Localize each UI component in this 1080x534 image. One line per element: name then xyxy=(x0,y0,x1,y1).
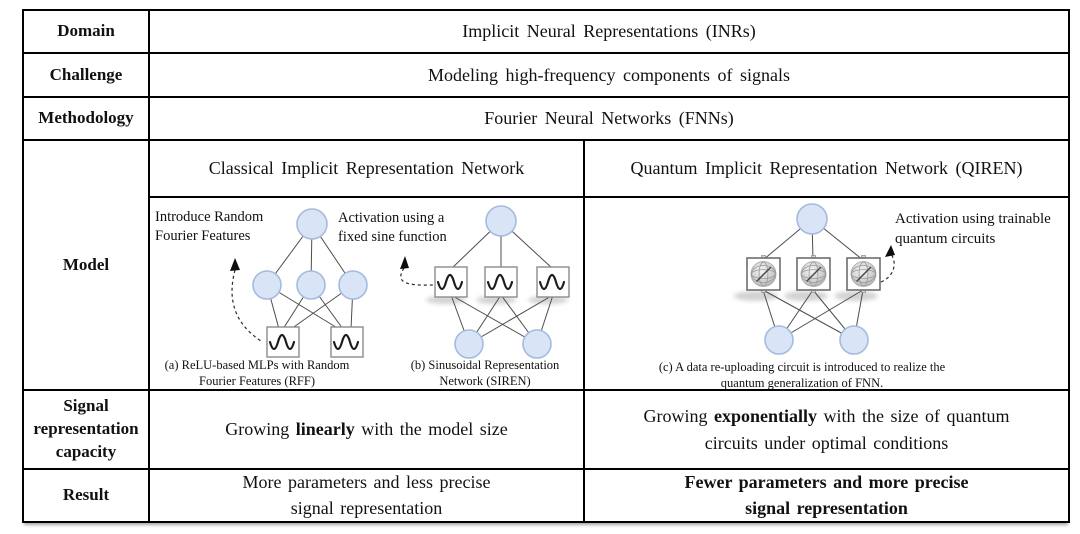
neuron-node xyxy=(486,206,516,236)
methodology-value: Fourier Neural Networks (FNNs) xyxy=(149,97,1069,140)
capacity-quantum-text xyxy=(627,403,1027,455)
capacity-classical-bold: linearly xyxy=(295,419,355,440)
result-quantum-cell: Fewer parameters and more precise signal representation xyxy=(584,469,1069,522)
sine-activation-box xyxy=(537,267,569,297)
sine-activation-box xyxy=(331,327,363,357)
qiren-annotation: Activation using trainable quantum circuits xyxy=(895,211,1051,247)
capacity-classical-pre: Growing xyxy=(225,419,296,440)
dashed-annotation-arrow xyxy=(881,245,895,282)
capacity-classical-text xyxy=(167,416,567,442)
neuron-node xyxy=(840,326,868,354)
row-label-challenge: Challenge xyxy=(23,53,149,97)
siren-caption: (b) Sinusoidal Representation Network (SIREN) xyxy=(410,358,560,388)
domain-value: Implicit Neural Representations (INRs) xyxy=(149,10,1069,53)
result-classical-cell: More parameters and less precise signal representation xyxy=(149,469,584,522)
quantum-circuit-box xyxy=(797,256,830,293)
quantum-model-cell xyxy=(584,197,1069,390)
sine-activation-box xyxy=(435,267,467,297)
neuron-node xyxy=(523,330,551,358)
row-label-methodology: Methodology xyxy=(23,97,149,140)
rff-annotation: Introduce Random Fourier Features xyxy=(155,209,264,245)
classical-column-header: Classical Implicit Representation Network xyxy=(149,140,584,197)
dashed-annotation-arrow xyxy=(230,258,261,341)
rff-caption: (a) ReLU-based MLPs with Random Fourier Features (RFF) xyxy=(164,358,350,388)
dashed-annotation-arrow xyxy=(400,256,433,285)
neuron-node xyxy=(297,209,327,239)
sine-activation-box xyxy=(267,327,299,357)
siren-annotation: Activation using a fixed sine function xyxy=(338,210,447,246)
neuron-node xyxy=(797,204,827,234)
neuron-node xyxy=(765,326,793,354)
qiren-caption: (c) A data re-uploading circuit is introduced to realize the quantum generalization of FNN. xyxy=(658,360,946,390)
row-label-model: Model xyxy=(23,140,149,390)
neuron-node xyxy=(253,271,281,299)
neuron-node xyxy=(297,271,325,299)
classical-model-cell xyxy=(149,197,584,390)
quantum-circuit-box xyxy=(847,256,880,293)
capacity-quantum-pre: Growing xyxy=(643,406,714,427)
capacity-quantum-bold: exponentially xyxy=(714,406,818,427)
neuron-node xyxy=(339,271,367,299)
qiren-network xyxy=(734,204,895,354)
row-label-capacity: Signal representation capacity xyxy=(23,390,149,469)
capacity-classical-cell xyxy=(149,390,584,469)
sine-activation-box xyxy=(485,267,517,297)
capacity-quantum-post: with the size of quantum circuits under optimal conditions xyxy=(704,406,1010,453)
row-label-domain: Domain xyxy=(23,10,149,53)
row-label-result: Result xyxy=(23,469,149,522)
quantum-column-header: Quantum Implicit Representation Network (QIREN) xyxy=(584,140,1069,197)
comparison-table xyxy=(22,9,1070,523)
neuron-node xyxy=(455,330,483,358)
capacity-classical-post: with the model size xyxy=(354,419,508,440)
challenge-value: Modeling high-frequency components of signals xyxy=(149,53,1069,97)
capacity-quantum-cell xyxy=(584,390,1069,469)
quantum-circuit-box xyxy=(747,256,780,293)
